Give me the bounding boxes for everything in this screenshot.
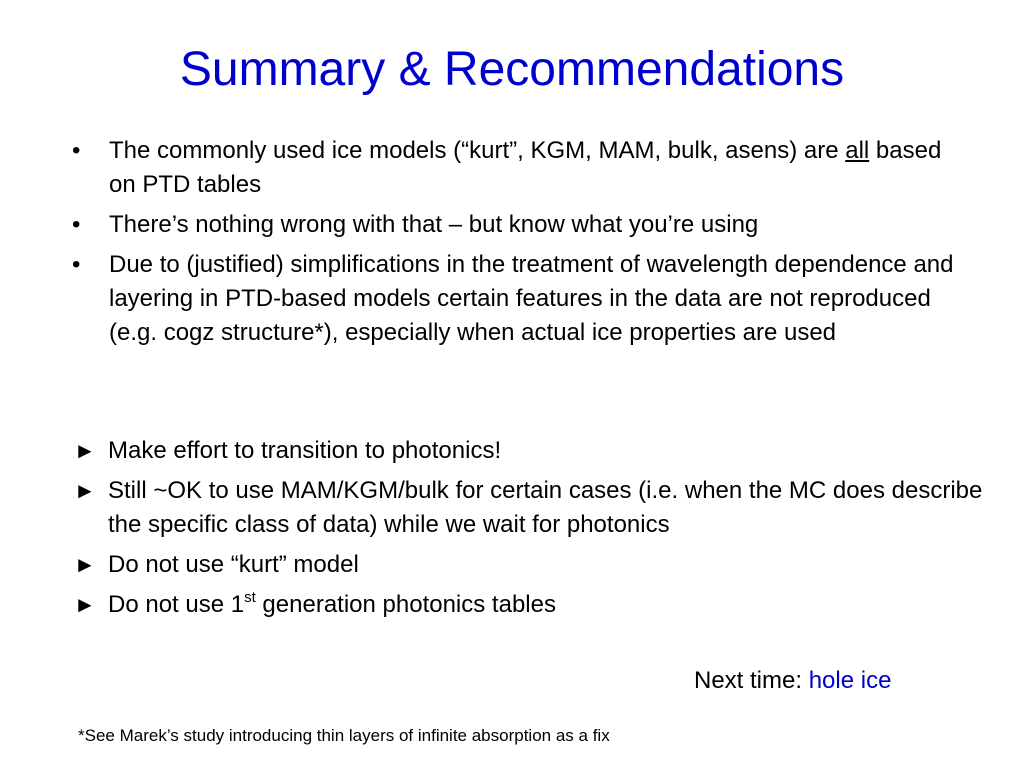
recommendation-text-start: Do not use 1 (108, 591, 245, 618)
next-time-topic: hole ice (808, 667, 892, 694)
recommendation-item (74, 434, 984, 468)
recommendation-text-end: generation photonics tables (255, 591, 556, 618)
bullet-text: Due to (justified) simplifications in the treatment of wavelength dependence and layering in PTD-based models certain features in the data are not reproduced (e.g. cogz structure*), especially when actual ice properties are used (109, 251, 954, 346)
recommendation-item (74, 588, 984, 622)
recommendation-text: Make effort to transition to photonics! (108, 437, 502, 464)
bullet-dot-icon: • (72, 211, 81, 238)
bullet-item (72, 134, 972, 202)
underlined-word: all (845, 137, 870, 164)
next-time-note (694, 664, 891, 698)
next-time-label: Next time: (694, 667, 809, 694)
bullet-item (72, 208, 972, 242)
bullet-text-start: The commonly used ice models (“kurt”, KGM, MAM, bulk, asens) are (109, 137, 846, 164)
recommendation-item (74, 548, 984, 582)
bullet-dot-icon: • (72, 137, 81, 164)
recommendation-text: Do not use “kurt” model (108, 551, 359, 578)
footnote: *See Marek’s study introducing thin layers of infinite absorption as a fix (78, 726, 610, 745)
recommendation-list (74, 434, 984, 628)
bullet-item (72, 248, 972, 350)
ordinal-superscript: st (244, 589, 256, 606)
bullet-list (72, 134, 972, 356)
slide-title: Summary & Recommendations (179, 43, 845, 96)
arrow-right-icon: ► (74, 438, 96, 463)
arrow-right-icon: ► (74, 478, 96, 503)
arrow-right-icon: ► (74, 592, 96, 617)
recommendation-item (74, 474, 984, 542)
arrow-right-icon: ► (74, 552, 96, 577)
recommendation-text: Still ~OK to use MAM/KGM/bulk for certain cases (i.e. when the MC does describe the specific class of data) while we wait for photonics (108, 477, 983, 538)
bullet-dot-icon: • (72, 251, 81, 278)
bullet-text-end: based on PTD tables (109, 137, 942, 198)
bullet-text: There’s nothing wrong with that – but know what you’re using (109, 211, 759, 238)
